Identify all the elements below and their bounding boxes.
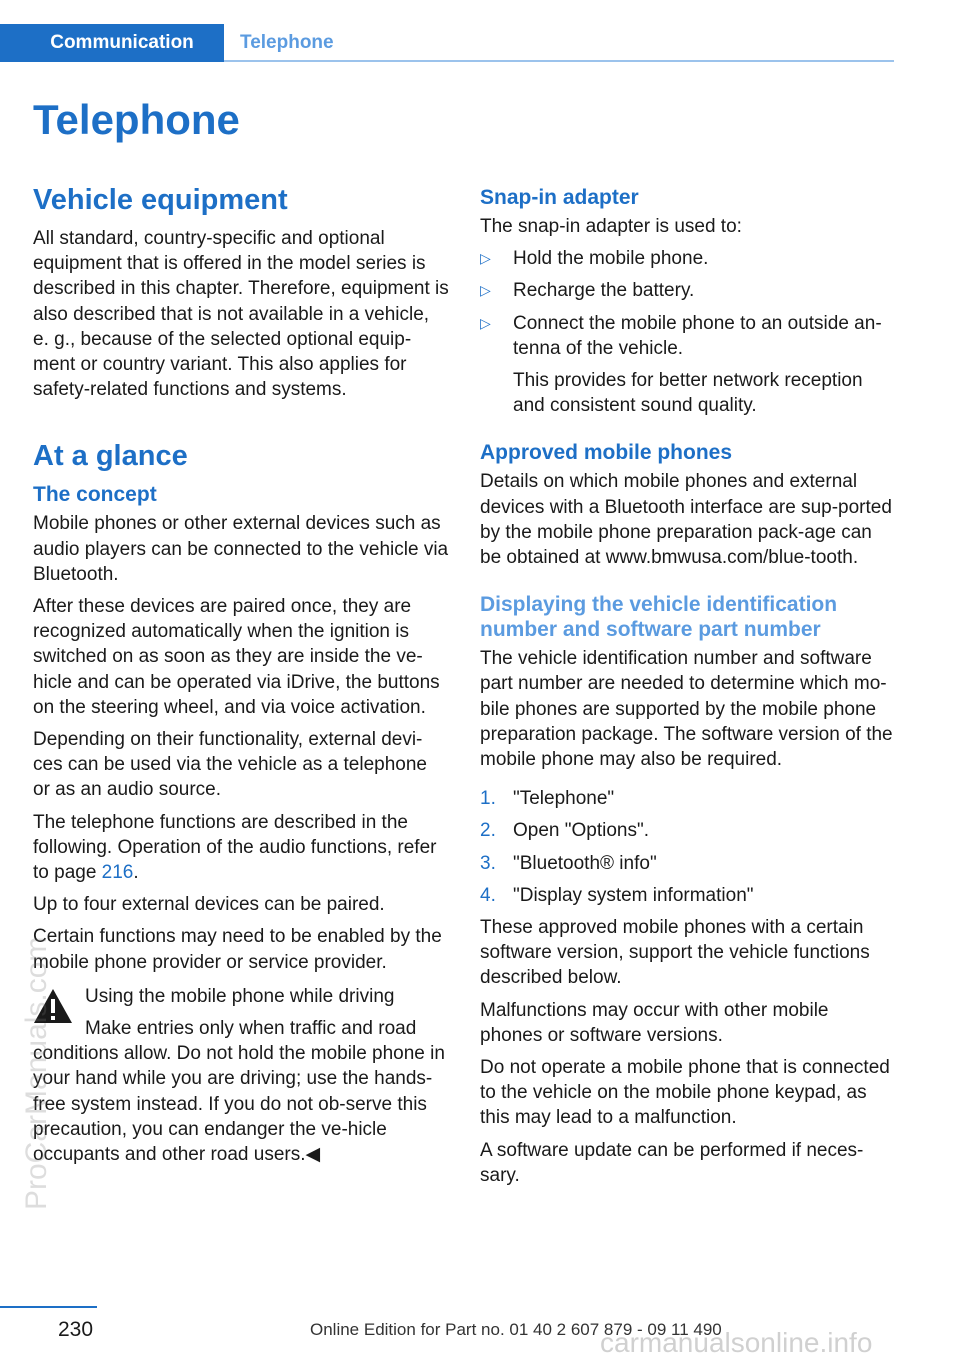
edition-note: Online Edition for Part no. 01 40 2 607 879 - 09 11 490	[310, 1320, 722, 1339]
heading-approved-mobile-phones: Approved mobile phones	[480, 441, 733, 465]
triangle-bullet-icon: ▷	[480, 314, 491, 331]
list-item	[480, 786, 896, 811]
paragraph-approved: Details on which mobile phones and external devices with a Bluetooth interface are sup-ported by the mobile phone preparation pack-age can be obtained at www.bmwusa.com/blue-tooth.	[480, 471, 892, 569]
steps-list	[480, 786, 896, 908]
heading-at-a-glance: At a glance	[33, 440, 188, 473]
warning-text	[33, 1016, 449, 1167]
paragraph-concept-4	[33, 810, 449, 886]
list-item	[480, 278, 896, 303]
page-number: 230	[58, 1318, 94, 1341]
list-item-text: Hold the mobile phone.	[513, 248, 709, 270]
list-item-text: Connect the mobile phone to an outside an-tenna of the vehicle.	[513, 312, 882, 359]
step-text: Open "Options".	[513, 820, 650, 842]
warning-title: Using the mobile phone while driving	[85, 985, 395, 1007]
list-item-text: Recharge the battery.	[513, 280, 695, 302]
page-tab: Telephone	[240, 32, 334, 53]
warning-text-body: Make entries only when traffic and road conditions allow. Do not hold the mobile phone in your hand while you are driving; use the hands-free system instead. If you do not ob-serve this precaution, you can endanger the ve-hicle occupants and other road users.◀	[33, 1018, 445, 1166]
watermark-left: ProCarManuals.com	[20, 936, 53, 1210]
paragraph-display: The vehicle identification number and software part number are needed to determine which mo-bile phones are supported by the mobile phone preparation package. The software version of the mobile phone may also be required.	[480, 648, 893, 771]
paragraph-malfunctions: Malfunctions may occur with other mobile phones or software versions.	[480, 999, 829, 1046]
section-tab: Communication	[0, 24, 224, 62]
list-item	[480, 311, 896, 419]
left-column	[33, 182, 449, 1174]
p4-text: The telephone functions are described in the following. Operation of the audio functions, refer to page	[33, 811, 437, 884]
page-link-216[interactable]: 216	[101, 862, 134, 884]
paragraph-vehicle-equipment: All standard, country-specific and optional equipment that is offered in the model series is described in this chapter. Therefore, equipment is also described that is not available in a vehicle, e. g., because of the selected optional equip-ment or country variant. This also applies for safety-related functions and systems.	[33, 228, 449, 401]
step-number: 4.	[480, 884, 496, 906]
footer-rule	[0, 1306, 97, 1308]
heading-vehicle-equipment: Vehicle equipment	[33, 184, 288, 216]
triangle-bullet-icon: ▷	[480, 250, 491, 267]
paragraph-concept-1: Mobile phones or other external devices such as audio players can be connected to the vehicle via Bluetooth.	[33, 513, 449, 585]
list-item-subtext: This provides for better network reception and consistent sound quality.	[513, 370, 863, 417]
paragraph-snap-in: The snap-in adapter is used to:	[480, 216, 742, 237]
list-item	[480, 246, 896, 271]
list-item	[480, 818, 896, 843]
heading-snap-in-adapter: Snap-in adapter	[480, 186, 639, 209]
paragraph-approved-versions: These approved mobile phones with a certain software version, support the vehicle functions described below.	[480, 917, 870, 989]
paragraph-software-update: A software update can be performed if neces-sary.	[480, 1139, 864, 1186]
heading-the-concept: The concept	[33, 483, 157, 507]
paragraph-concept-5: Up to four external devices can be paired.	[33, 894, 385, 916]
right-column	[480, 182, 896, 1195]
step-number: 2.	[480, 820, 496, 842]
header-rule	[224, 60, 894, 62]
p4-end: .	[133, 862, 139, 884]
heading-display-vin: Displaying the vehicle identification number and software part number	[480, 593, 838, 642]
step-text: "Bluetooth® info"	[513, 852, 657, 874]
watermark-right: carmanualsonline.info	[600, 1327, 873, 1358]
paragraph-keypad: Do not operate a mobile phone that is connected to the vehicle on the mobile phone keypad, as this may lead to a malfunction.	[480, 1057, 890, 1129]
step-text: "Display system information"	[513, 884, 754, 906]
page-title: Telephone	[33, 96, 240, 143]
warning-block	[33, 984, 449, 1167]
triangle-bullet-icon: ▷	[480, 282, 491, 299]
step-number: 3.	[480, 852, 496, 874]
paragraph-concept-3: Depending on their functionality, external devi-ces can be used via the vehicle as a telephone or as an audio source.	[33, 729, 427, 801]
list-item	[480, 883, 896, 908]
step-number: 1.	[480, 788, 496, 810]
paragraph-concept-6: Certain functions may need to be enabled by the mobile phone provider or service provider.	[33, 926, 442, 973]
step-text: "Telephone"	[513, 788, 615, 810]
list-item	[480, 851, 896, 876]
snap-in-list	[480, 246, 896, 418]
paragraph-concept-2: After these devices are paired once, they are recognized automatically when the ignition is switched on as soon as they are inside the ve-hicle and can be operated via iDrive, the buttons on the steering wheel, and via voice activation.	[33, 596, 440, 718]
